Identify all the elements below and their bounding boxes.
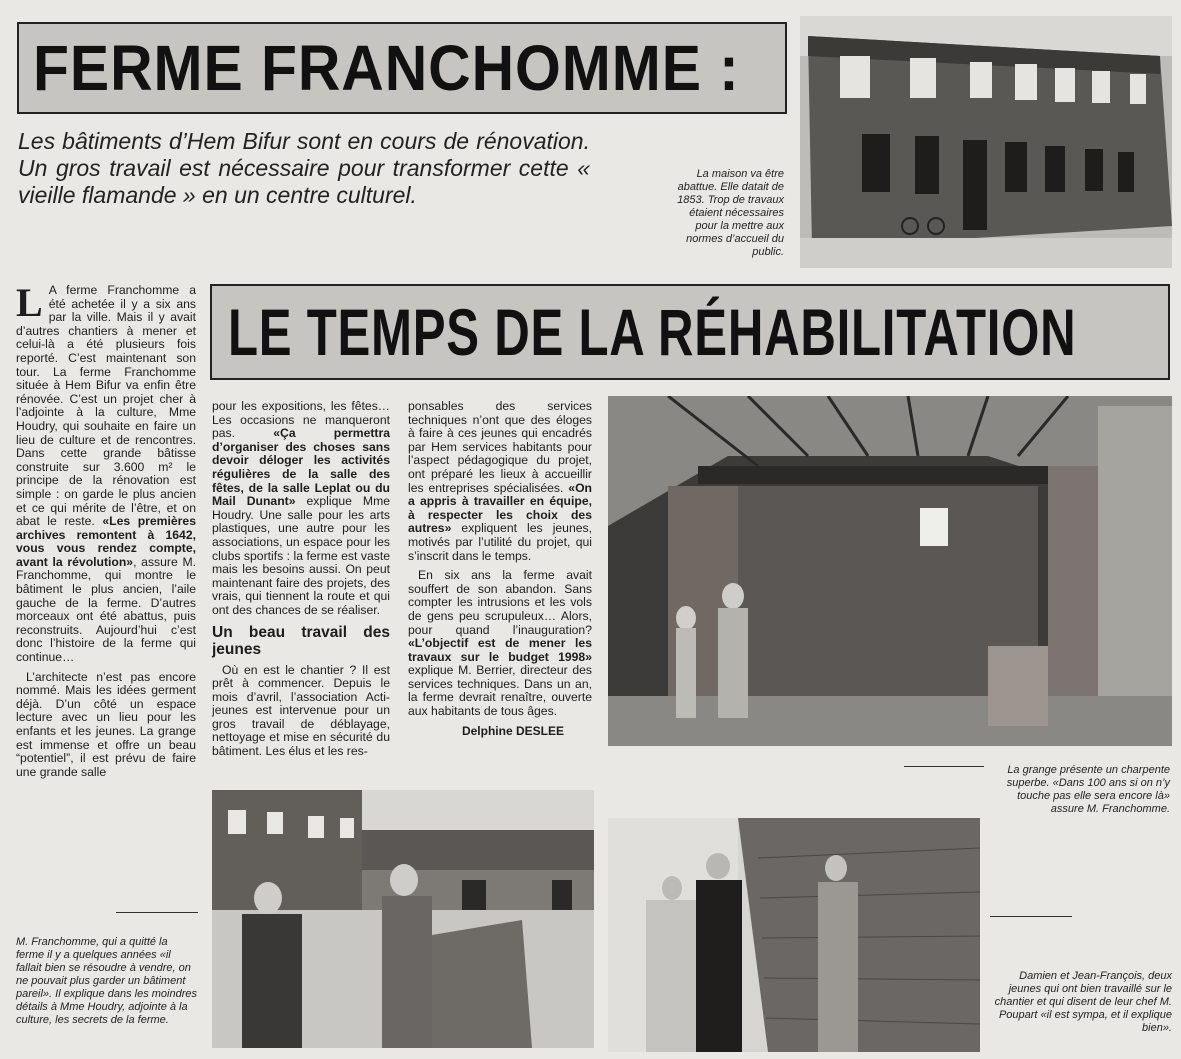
youths-caption-rule	[990, 916, 1072, 917]
barn-photo	[608, 396, 1172, 746]
subheading: Un beau travail des jeunes	[212, 623, 390, 658]
lead-paragraph: Les bâtiments d’Hem Bifur sont en cours de rénovation. Un gros travail est nécessaire pour transformer cette « vieille flamande » en un centre culturel.	[18, 128, 590, 208]
article-column-2: pour les expositions, les fêtes… Les occasions ne manqueront pas. «Ça permettra d’organiser des choses sans devoir déloger les activités régulières de la salle des fêtes, de la salle Leplat ou du Mail Dunant» explique Mme Houdry. Une salle pour les arts plastiques, une autre pour les associations, un espace pour les clubs sportifs : la ferme est vaste mais les besoins aussi. On peut maintenant faire des projets, des vrais, qui tiennent la route et qui ont des chances de se réaliser. Un beau travail des jeunes Où en est le chantier ? Il est prêt à commencer. Depuis le mois d’avril, l’association Acti-jeunes est intervenue pour un gros travail de déblayage, nettoyage et mise en sécurité du bâtiment. Les élus et les res-	[212, 399, 390, 759]
article-column-3: ponsables des services techniques n’ont que des éloges à faire à ces jeunes qui encadrés par Hem services habitants pour l’aspect pédagogique du projet, ont préparé les lieux à accueillir les entreprises spécialisées. «On a appris à travailler en équipe, à respecter les choix des autres» expliquent les jeunes, motivés par l’utilité du projet, qui s’inscrit dans le temps. En six ans la ferme avait souffert de son abandon. Sans compter les intrusions et les vols de gens peu scrupuleux… Alors, pour quand l’inauguration? «L’objectif est de mener les travaux sur le budget 1998» explique M. Berrier, directeur des services techniques. Dans un an, la ferme devrait renaître, ouverte aux habitants de tous âges. Delphine DESLEE	[408, 399, 592, 738]
barn-caption-rule	[904, 766, 984, 767]
courtyard-caption-rule	[116, 912, 198, 913]
headline-main-box	[210, 284, 1170, 380]
house-photo	[800, 16, 1172, 268]
article-column-1: L A ferme Franchomme a été achetée il y a six ans par la ville. Mais il y avait d’autres chantiers à mener et celui-là a été plusieurs fois reporté. C’est maintenant son tour. La ferme Franchomme située à Hem Bifur va enfin être rénovée. C’est un projet cher à l’adjointe à la culture, Mme Houdry, qui souhaite en faire un lieu de culture et de rencontres. Dans cette grande bâtisse construite sur 3.600 m² le principe de la rénovation est simple : on garde le plus ancien et ce qui mérite de l’être, et on abat le reste. «Les premières archives remontent à 1642, vous vous rendez compte, avant la révolution», assure M. Franchomme, qui montre le bâtiment le plus ancien, l’aile gauche de la ferme. D’autres morceaux ont été abattus, puis reconstruits. Aujourd’hui c’est donc l’histoire de la ferme qui continue… L’architecte n’est pas encore nommé. Mais les idées germent déjà. D’un côté un espace lecture avec un lieu pour les enfants et les jeunes. La grange est immense et offre un beau “potentiel”, il est prévu de faire une grande salle	[16, 280, 196, 779]
drop-cap: L	[16, 280, 43, 325]
youths-photo-caption: Damien et Jean-François, deux jeunes qui ont bien travaillé sur le chantier et qui disent de leur chef M. Poupart «il est sympa, et il explique bien».	[994, 970, 1172, 1034]
headline-main: LE TEMPS DE LA RÉHABILITATION	[228, 295, 1077, 369]
barn-photo-caption: La grange présente un charpente superbe. «Dans 100 ans si on n’y touche pas elle sera encore là» assure M. Franchomme.	[1006, 764, 1170, 815]
col1-paragraph-2: L’architecte n’est pas encore nommé. Mais les idées germent déjà. D’un côté un espace lecture avec un lieu pour les enfants et les jeunes. La grange est immense et offre un beau “potentiel”, il est prévu de faire une grande salle	[16, 669, 196, 779]
courtyard-photo-caption: M. Franchomme, qui a quitté la ferme il y a quelques années «il fallait bien se résoudre à vendre, on ne pouvait plus garder un bâtiment pareil». Il explique dans les moindres détails à Mme Houdry, adjointe à la culture, les secrets de la ferme.	[16, 936, 197, 1026]
youths-photo	[608, 818, 980, 1052]
headline-top: FERME FRANCHOMME :	[33, 32, 740, 104]
col2-paragraph-2: Où en est le chantier ? Il est prêt à commencer. Depuis le mois d’avril, l’association Acti-jeunes est intervenue pour un gros travail de déblayage, nettoyage et mise en sécurité du bâtiment. Les élus et les res-	[212, 662, 390, 759]
headline-top-box	[17, 22, 787, 114]
courtyard-photo	[212, 790, 594, 1048]
house-photo-caption: La maison va être abattue. Elle datait de 1853. Trop de travaux étaient nécessaires pour la mettre aux normes d’accueil du public.	[677, 168, 784, 258]
byline: Delphine DESLEE	[461, 723, 564, 738]
